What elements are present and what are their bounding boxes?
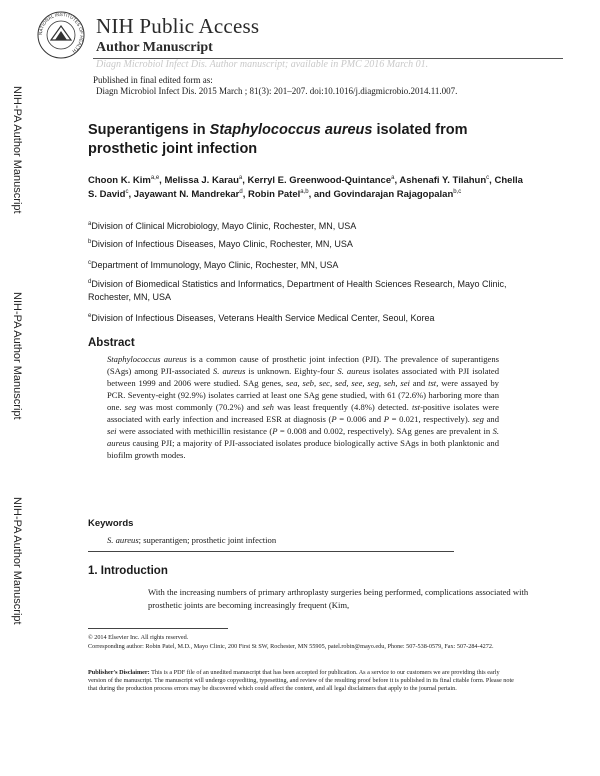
article-title: Superantigens in Staphylococcus aureus isolated from prosthetic joint infection [88, 122, 468, 157]
author-manuscript-label: Author Manuscript [96, 40, 213, 55]
keywords-divider [88, 551, 454, 552]
nih-public-access-title: NIH Public Access [96, 14, 260, 38]
author-affiliation-mark: c [486, 174, 490, 181]
copyright-notice: © 2014 Elsevier Inc. All rights reserved. [88, 634, 189, 641]
author-affiliation-mark: a,b [300, 188, 309, 195]
published-label: Published in final edited form as: [93, 75, 213, 85]
keywords-heading: Keywords [88, 518, 134, 529]
author-name: Jayawant N. Mandrekar [133, 189, 240, 200]
author-name: Chella S. David [88, 175, 523, 200]
author-affiliation-mark: b,c [453, 188, 462, 195]
citation-line: Diagn Microbiol Infect Dis. 2015 March ; 81(3): 201–207. doi:10.1016/j.diagmicrobio.2014.11.007. [96, 86, 458, 96]
nih-seal-logo [36, 10, 86, 60]
keywords-text: S. aureus; superantigen; prosthetic joint infection [107, 535, 277, 545]
author-name: Melissa J. Karau [164, 175, 239, 186]
author-name: Ashenafi Y. Tilahun [399, 175, 487, 186]
author-name: Robin Patel [248, 189, 301, 200]
author-list: Choon K. Kim$^{a,e}$, Melissa J. Karau$^a$, Kerryl E. Greenwood-Quintance$^a$, Ashenafi Y. Tilahun$^c$, Chella S. David$^c$, Jayawant N. Mandrekar$^d$, Robin Patel$^{a,b}$, and Govindarajan Rajagopalan$^{b,c}$ [88, 174, 523, 200]
affiliation-d: $^d$Division of Biomedical Statistics and Informatics, Department of Health Sciences Research, Mayo Clinic, Rochester, MN, USA [88, 279, 507, 302]
footnote-divider [88, 628, 228, 629]
sidebar-label: NIH-PA Author Manuscript [11, 292, 23, 420]
author-name: Choon K. Kim [88, 175, 151, 186]
corresponding-author: Corresponding author: Robin Patel, M.D., Mayo Clinic, 200 First St SW, Rochester, MN 55905, patel.robin@mayo.edu, Phone: 507-538-0579, Fax: 507-284-4272. [88, 643, 494, 650]
author-affiliation-mark: a [391, 174, 395, 181]
author-affiliation-mark: d [239, 188, 243, 195]
introduction-text: With the increasing numbers of primary arthroplasty surgeries being performed, complications associated with prosthetic joints are becoming increasingly frequent (Kim, [148, 587, 529, 610]
affiliation-b: $^b$Division of Infectious Diseases, Mayo Clinic, Rochester, MN, USA [88, 239, 353, 249]
author-affiliation-mark: a [238, 174, 243, 181]
author-name: Govindarajan Rajagopalan [333, 189, 454, 200]
affiliation-a: $^a$Division of Clinical Microbiology, Mayo Clinic, Rochester, MN, USA [88, 221, 357, 231]
introduction-heading: 1. Introduction [88, 565, 168, 577]
affiliation-c: $^c$Department of Immunology, Mayo Clinic, Rochester, MN, USA [88, 260, 339, 270]
author-affiliation-mark: a,e [150, 174, 160, 181]
abstract-heading: Abstract [88, 337, 135, 349]
author-affiliation-mark: c [125, 188, 129, 195]
sidebar-label: NIH-PA Author Manuscript [11, 86, 23, 214]
abstract-body: Staphylococcus aureus is a common cause of prosthetic joint infection (PJI). The prevalence of superantigens (SAgs) among PJI-associated S. aureus is unknown. Eighty-four S. aureus isolates associated with PJI isolated between 1999 and 2006 were studied. SAg genes, sea, seb, sec, sed, see, seg, seh, sei and tst, were assayed by PCR. Seventy-eight (92.9%) isolates carried at least one SAg gene studied, with 61 (72.6%) harboring more than one. seg was most commonly (70.2%) and seh was least frequently (4.8%) detected. tst-positive isolates were associated with early infection and increased ESR at diagnosis (P = 0.006 and P = 0.021, respectively). seg and sei were associated with methicillin resistance (P = 0.008 and 0.002, respectively). SAg genes are prevalent in S. aureus causing PJI; a majority of PJI-associated isolates produce biologically active SAgs in both planktonic and biofilm growth modes. [107, 354, 500, 460]
sidebar-label: NIH-PA Author Manuscript [11, 497, 23, 625]
affiliation-e: $^e$Division of Infectious Diseases, Veterans Health Service Medical Center, Seoul, Korea [88, 313, 435, 323]
journal-availability-line: Diagn Microbiol Infect Dis. Author manuscript; available in PMC 2016 March 01. [96, 59, 429, 70]
author-name: Kerryl E. Greenwood-Quintance [247, 175, 392, 186]
publisher-disclaimer: Publisher's Disclaimer: This is a PDF file of an unedited manuscript that has been accepted for publication. As a service to our customers we are providing this early version of the manuscript. The manuscript will undergo copyediting, typesetting, and review of the resulting proof before it is published in its final citable form. Please note that during the production process errors may be discovered which could affect the content, and all legal disclaimers that apply to the journal pertain. [88, 669, 514, 692]
seal-text: NATIONAL INSTITUTES OF HEALTH [37, 11, 85, 54]
